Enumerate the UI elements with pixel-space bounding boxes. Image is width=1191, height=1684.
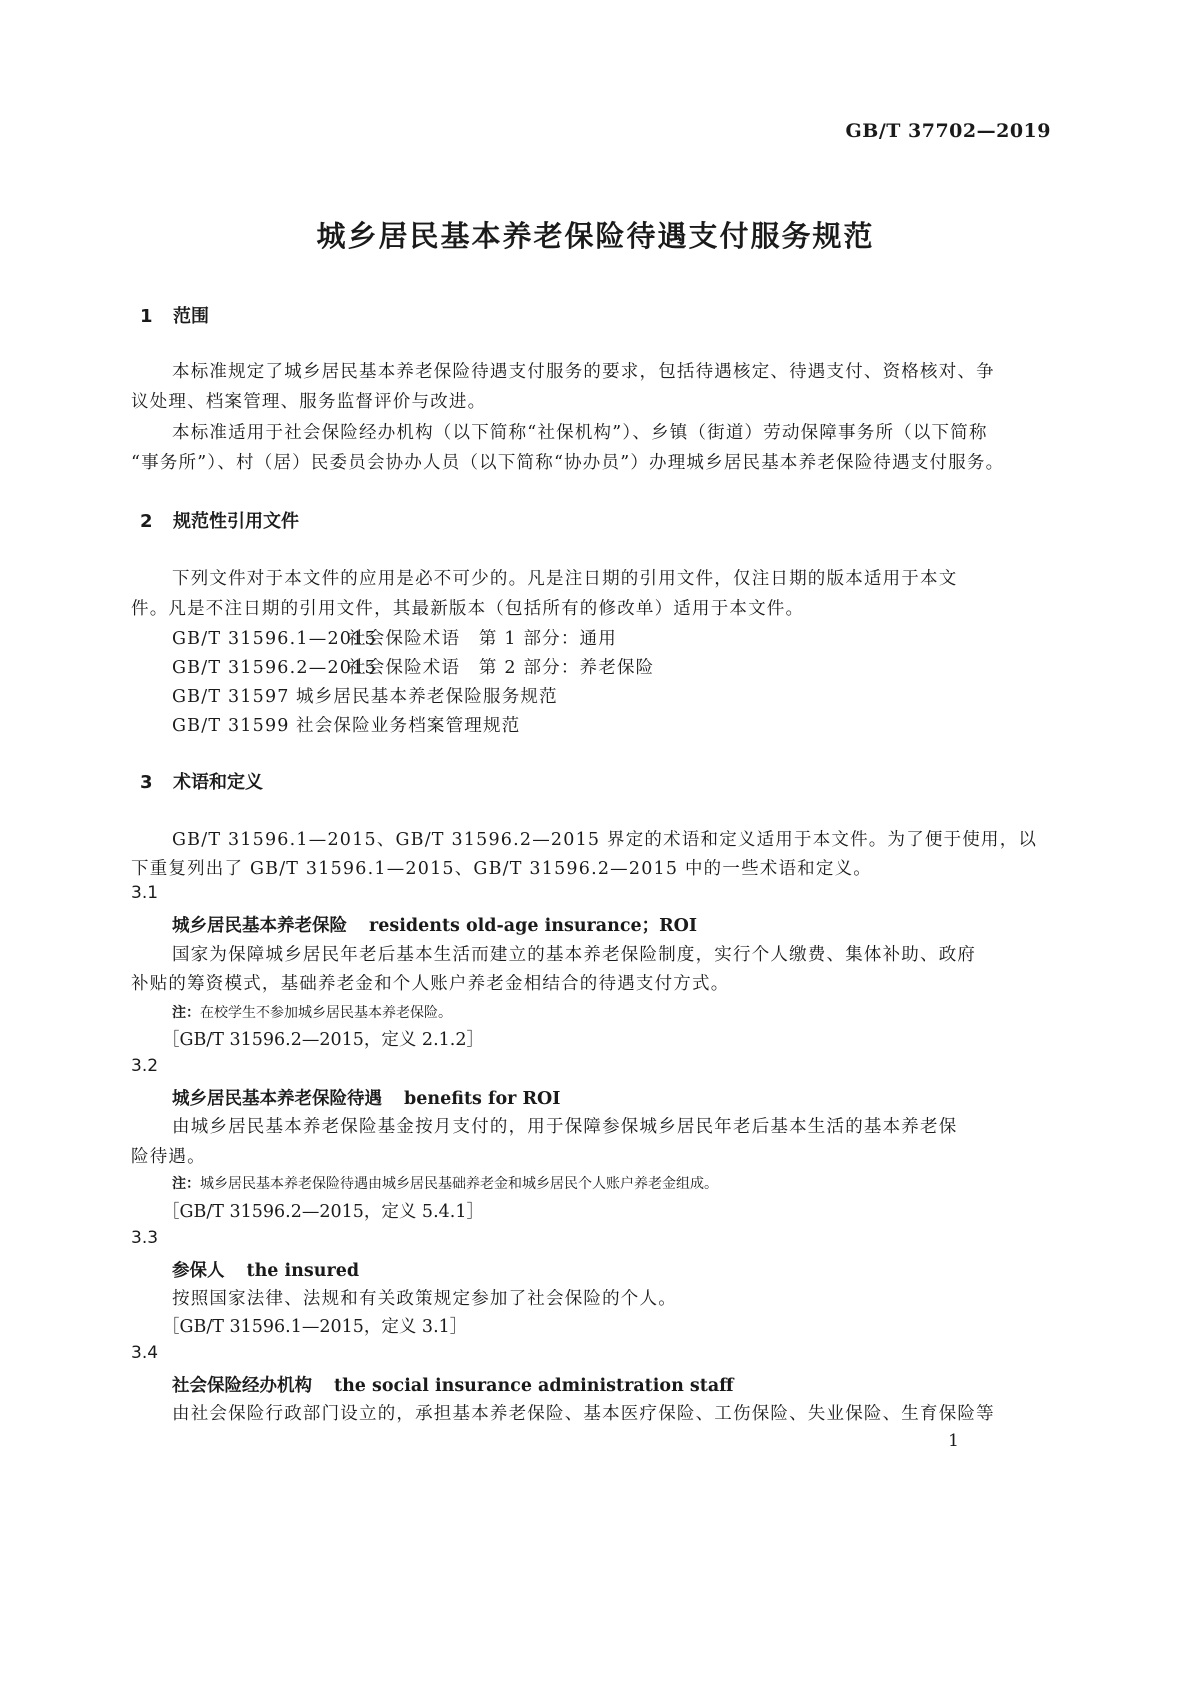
term-source: ［GB/T 31596.2—2015，定义 2.1.2］ bbox=[162, 1030, 484, 1050]
section-2-heading bbox=[140, 507, 299, 533]
term-definition: 补贴的筹资模式，基础养老金和个人账户养老金相结合的待遇支付方式。 bbox=[131, 974, 730, 994]
term-definition: 险待遇。 bbox=[131, 1147, 206, 1167]
paragraph: 本标准适用于社会保险经办机构（以下简称“社保机构”）、乡镇（街道）劳动保障事务所（以下简称 bbox=[172, 423, 988, 443]
term-source: ［GB/T 31596.1—2015，定义 3.1］ bbox=[162, 1317, 468, 1337]
term-cn: 城乡居民基本养老保险 bbox=[172, 916, 347, 936]
term-source: ［GB/T 31596.2—2015，定义 5.4.1］ bbox=[162, 1202, 484, 1222]
term-note bbox=[172, 1002, 452, 1022]
reference-code: GB/T 31599 bbox=[172, 716, 290, 736]
section-number: 3 bbox=[140, 772, 153, 793]
section-title: 术语和定义 bbox=[173, 772, 263, 793]
note-label: 注： bbox=[172, 1005, 200, 1021]
term-cn: 城乡居民基本养老保险待遇 bbox=[172, 1089, 382, 1109]
section-3-heading bbox=[140, 768, 263, 794]
reference-title: 社会保险术语 第 1 部分：通用 bbox=[348, 629, 617, 649]
term-number: 3.1 bbox=[131, 883, 159, 903]
note-text: 在校学生不参加城乡居民基本养老保险。 bbox=[200, 1005, 452, 1021]
section-number: 1 bbox=[140, 306, 153, 327]
term-definition: 由城乡居民基本养老保险基金按月支付的，用于保障参保城乡居民年老后基本生活的基本养老保 bbox=[172, 1117, 958, 1137]
reference-item bbox=[172, 654, 654, 679]
term-number: 3.4 bbox=[131, 1343, 159, 1363]
paragraph: 件。凡是不注日期的引用文件，其最新版本（包括所有的修改单）适用于本文件。 bbox=[131, 599, 805, 619]
reference-item bbox=[172, 683, 558, 708]
section-number: 2 bbox=[140, 511, 153, 532]
term-cn: 社会保险经办机构 bbox=[172, 1376, 312, 1396]
term-en: benefits for ROI bbox=[404, 1089, 561, 1109]
section-title: 范围 bbox=[173, 306, 209, 327]
paragraph: GB/T 31596.1—2015、GB/T 31596.2—2015 界定的术语和定义适用于本文件。为了便于使用，以 bbox=[172, 830, 1038, 850]
term-number: 3.3 bbox=[131, 1228, 159, 1248]
term-definition: 按照国家法律、法规和有关政策规定参加了社会保险的个人。 bbox=[172, 1289, 677, 1309]
paragraph: 本标准规定了城乡居民基本养老保险待遇支付服务的要求，包括待遇核定、待遇支付、资格核对、争 bbox=[172, 362, 995, 382]
reference-title: 社会保险术语 第 2 部分：养老保险 bbox=[348, 658, 655, 678]
paragraph: 议处理、档案管理、服务监督评价与改进。 bbox=[131, 392, 487, 412]
term-definition: 由社会保险行政部门设立的，承担基本养老保险、基本医疗保险、工伤保险、失业保险、生育保险等 bbox=[172, 1404, 995, 1424]
standard-number: GB/T 37702—2019 bbox=[845, 120, 1051, 142]
reference-title: 社会保险业务档案管理规范 bbox=[296, 716, 521, 736]
term-cn: 参保人 bbox=[172, 1261, 225, 1281]
paragraph: “事务所”）、村（居）民委员会协办人员（以下简称“协办员”）办理城乡居民基本养老保险待遇支付服务。 bbox=[131, 453, 1005, 473]
term-definition: 国家为保障城乡居民年老后基本生活而建立的基本养老保险制度，实行个人缴费、集体补助、政府 bbox=[172, 945, 977, 965]
term-heading bbox=[172, 1085, 560, 1110]
paragraph: 下重复列出了 GB/T 31596.1—2015、GB/T 31596.2—2015 中的一些术语和定义。 bbox=[131, 859, 872, 879]
note-text: 城乡居民基本养老保险待遇由城乡居民基础养老金和城乡居民个人账户养老金组成。 bbox=[200, 1176, 718, 1192]
term-heading bbox=[172, 1372, 734, 1397]
reference-code: GB/T 31596.1—2015 bbox=[172, 629, 377, 649]
reference-item bbox=[172, 712, 520, 737]
section-1-heading bbox=[140, 302, 209, 328]
reference-title: 城乡居民基本养老保险服务规范 bbox=[296, 687, 558, 707]
term-en: the insured bbox=[246, 1261, 360, 1281]
section-title: 规范性引用文件 bbox=[173, 511, 299, 532]
document-title: 城乡居民基本养老保险待遇支付服务规范 bbox=[316, 219, 875, 253]
term-en: residents old-age insurance；ROI bbox=[369, 916, 698, 936]
reference-code: GB/T 31597 bbox=[172, 687, 290, 707]
term-note bbox=[172, 1173, 718, 1193]
term-heading bbox=[172, 1257, 359, 1282]
page-number: 1 bbox=[948, 1431, 959, 1451]
term-en: the social insurance administration staff bbox=[334, 1376, 734, 1396]
term-heading bbox=[172, 912, 697, 937]
reference-item bbox=[172, 625, 617, 650]
term-number: 3.2 bbox=[131, 1056, 159, 1076]
reference-code: GB/T 31596.2—2015 bbox=[172, 658, 377, 678]
paragraph: 下列文件对于本文件的应用是必不可少的。凡是注日期的引用文件，仅注日期的版本适用于本文 bbox=[172, 569, 958, 589]
note-label: 注： bbox=[172, 1176, 200, 1192]
